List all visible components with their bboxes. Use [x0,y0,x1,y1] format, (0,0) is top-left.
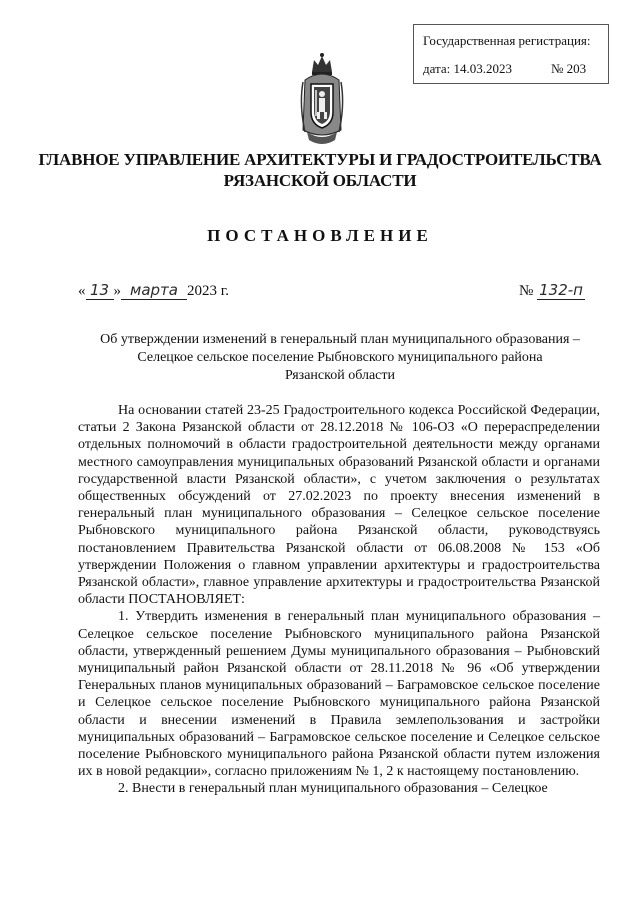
document-type-title: ПОСТАНОВЛЕНИЕ [207,226,433,245]
document-body [78,402,600,798]
document-number-prefix: № [519,283,534,299]
date-day: 13 [86,281,114,300]
document-number-value: 132-п [537,281,585,300]
document-number [519,281,585,300]
registration-number: № 203 [551,61,587,76]
subject-line1: Об утверждении изменений в генеральный план муниципального образования – [100,332,580,347]
item-1-paragraph: 1. Утвердить изменения в генеральный план муниципального образования – Селецкое сельское поселение Рыбновского муниципального района Рязанской области, утвержденный решением Думы муниципального образования – Рыбновский муниципальный район Рязанской области от 28.11.2018 № 96 «Об утверждении Генеральных планов муниципальных образований – Баграмовское сельское поселение и Селецкое сельское поселение Рыбновского муниципального района Рязанской области и внесении изменений в Правила землепользования и застройки муниципальных образований – Баграмовское сельское поселение и Селецкое сельское поселение Рыбновского муниципального района Рязанской области путем изложения их в новой редакции», согласно приложениям № 1, 2 к настоящему постановлению. [78,609,600,780]
organization-name [0,149,640,191]
organization-line1: ГЛАВНОЕ УПРАВЛЕНИЕ АРХИТЕКТУРЫ И ГРАДОСТРОИТЕЛЬСТВА [38,150,602,169]
subject-line2: Селецкое сельское поселение Рыбновского муниципального района [137,350,543,365]
preamble-paragraph: На основании статей 23-25 Градостроительного кодекса Российской Федерации, статьи 2 Закона Рязанской области от 28.12.2018 № 106-ОЗ «О перераспределении отдельных полномочий в области градостроительной деятельности между органами местного самоуправления муниципальных образований Рязанской области и органами государственной власти Рязанской области», с учетом заключения о результатах общественных обсуждений от 27.02.2023 по проекту внесения изменений в генеральный план муниципального образования – Селецкое сельское поселение Рыбновского муниципального района Рязанской области, руководствуясь постановлением Правительства Рязанской области от 06.08.2008 № 153 «Об утверждении Положения о главном управлении архитектуры и градостроительства Рязанской области», главное управление архитектуры и градостроительства Рязанской области ПОСТАНОВЛЯЕТ: [78,403,600,608]
date-close-quote: » [113,283,121,299]
organization-line2: РЯЗАНСКОЙ ОБЛАСТИ [223,171,417,190]
subject-line3: Рязанской области [284,368,396,383]
item-2-paragraph: 2. Внести в генеральный план муниципального образования – Селецкое [118,781,548,797]
date-month: марта [121,281,187,300]
date-open-quote: « [78,283,86,299]
date-year: 2023 г. [187,283,229,299]
registration-date: дата: 14.03.2023 [423,61,513,76]
state-registration-box [413,24,609,84]
document-subject [60,331,620,385]
coat-of-arms-icon [297,50,347,150]
document-date [78,281,229,300]
registration-label: Государственная регистрация: [423,33,591,48]
